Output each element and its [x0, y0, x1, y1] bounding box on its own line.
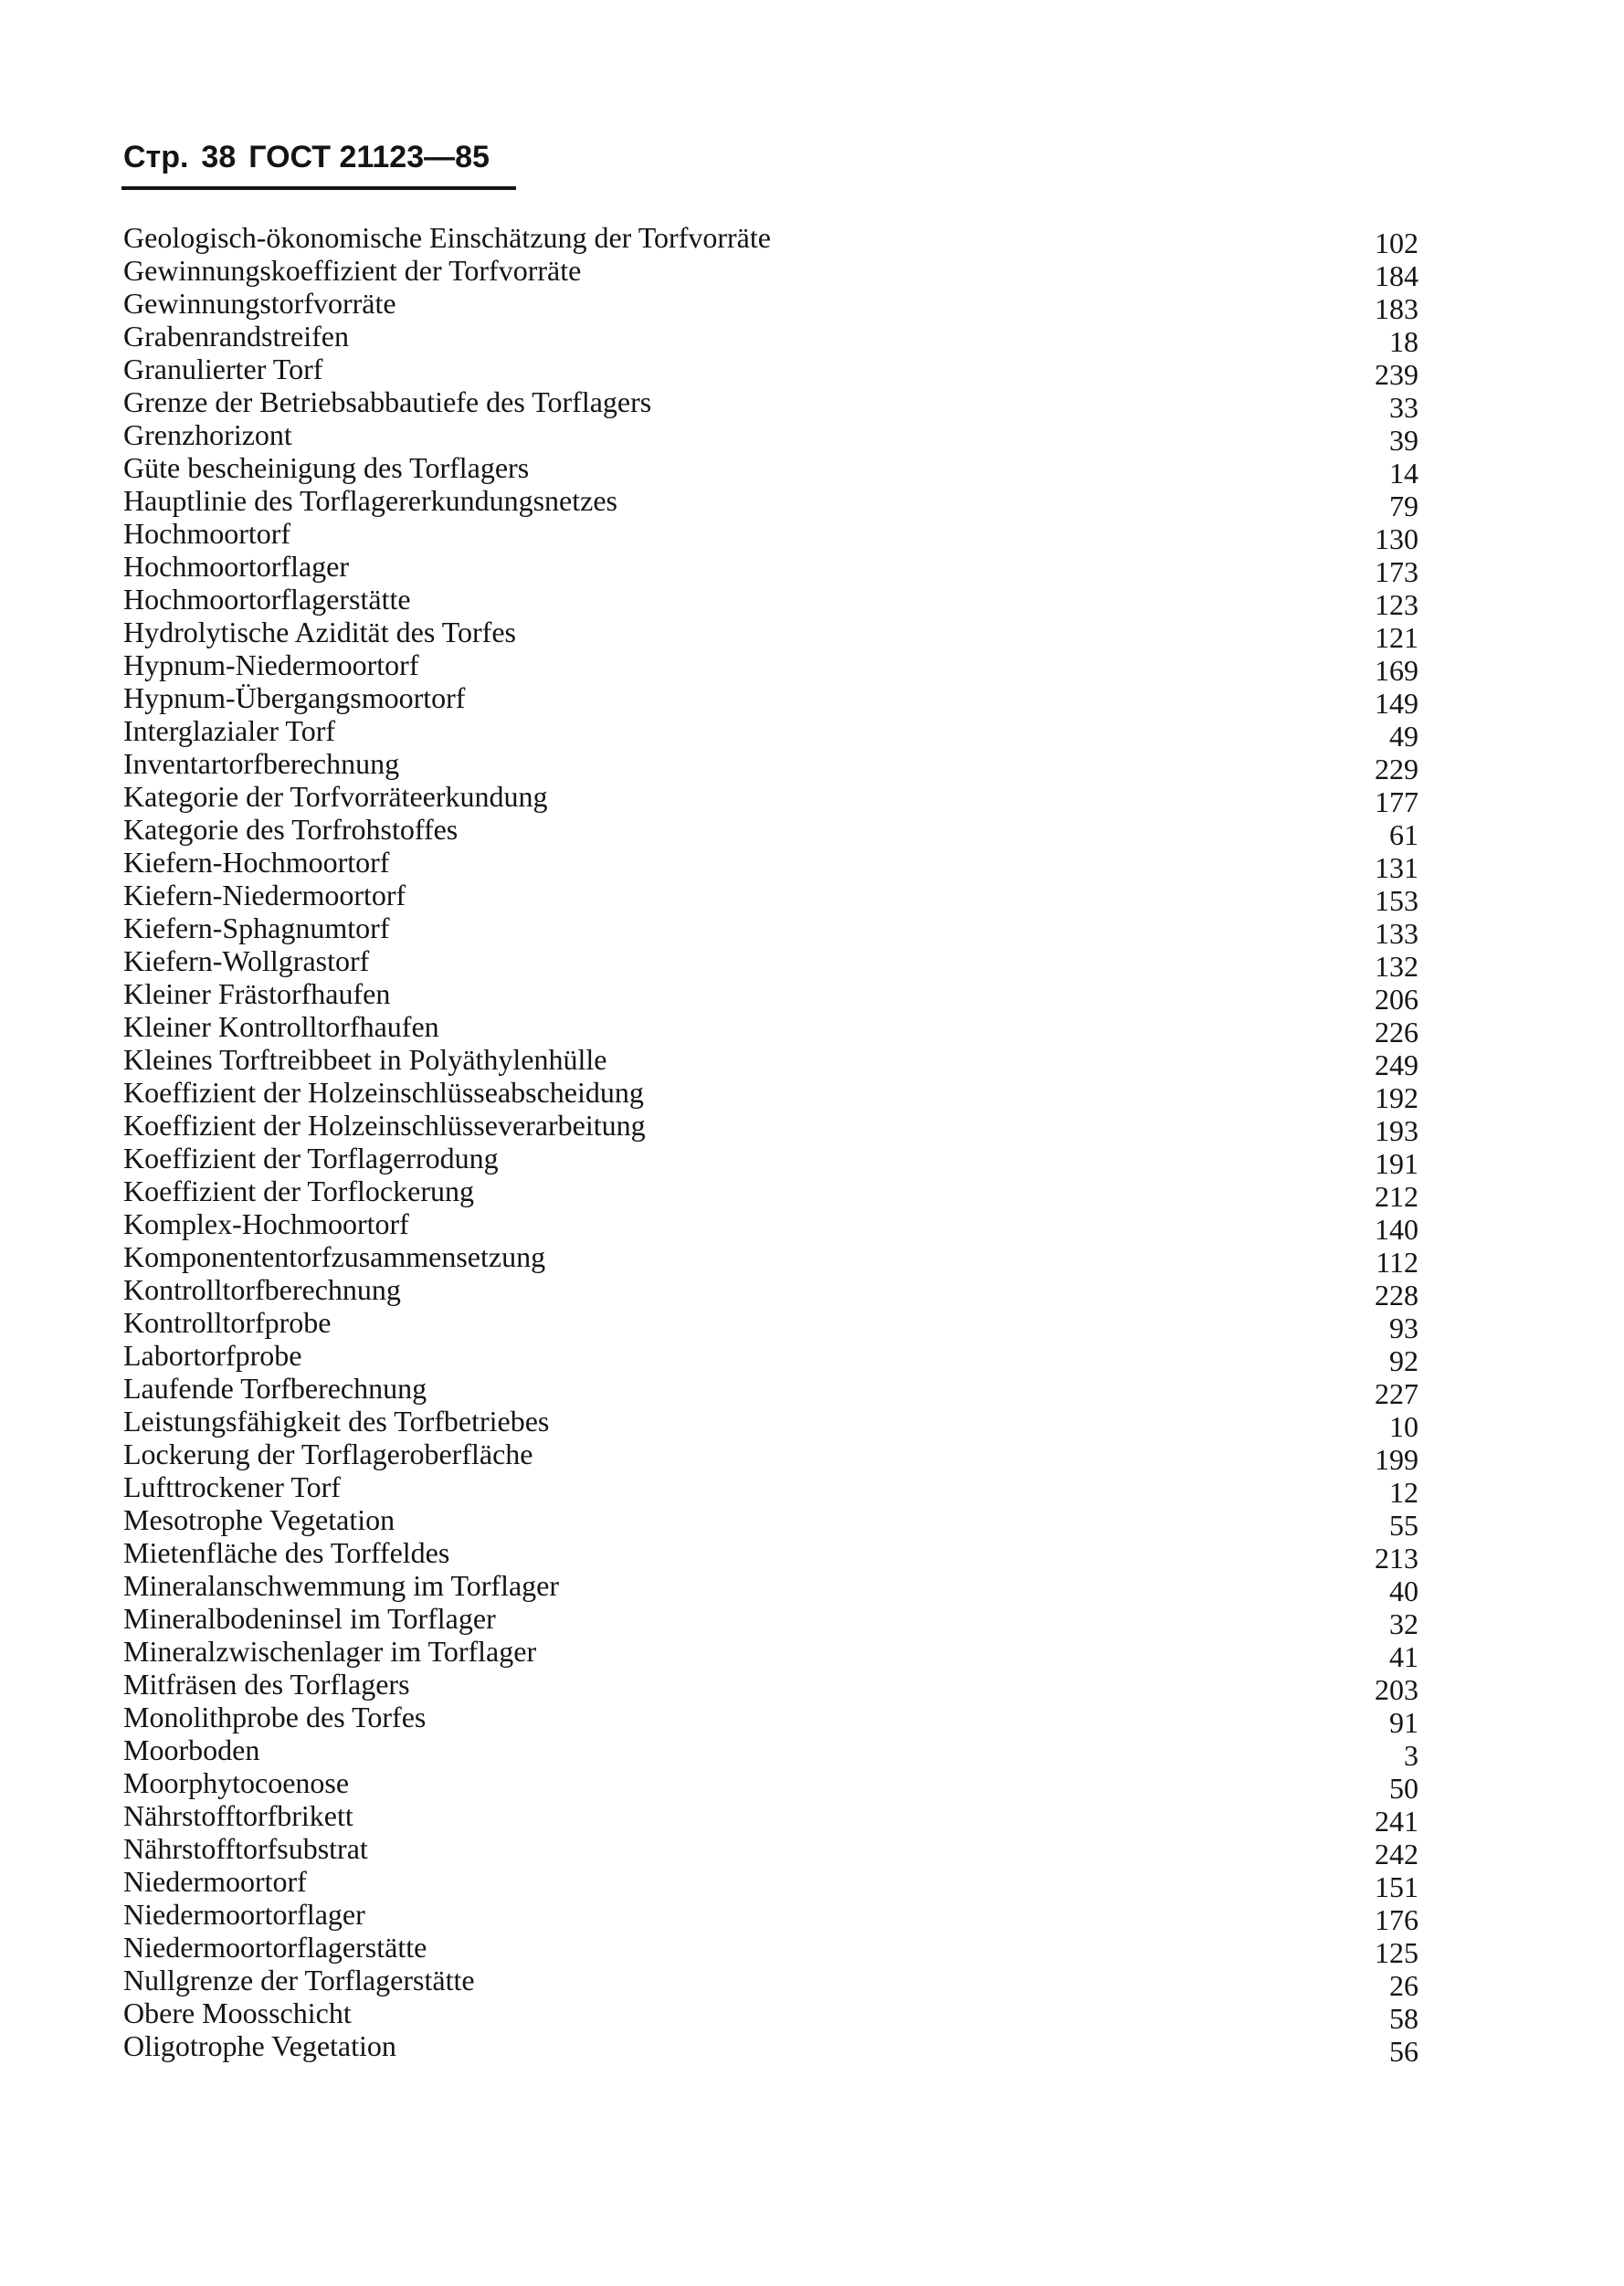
- index-entry: [123, 1602, 1420, 1640]
- index-page-number: 153: [1375, 884, 1418, 917]
- page-number: 38: [201, 140, 237, 174]
- index-entry: [123, 813, 1420, 851]
- index-term: Nullgrenze der Torflagerstätte: [123, 1964, 475, 1996]
- index-entry: [123, 1931, 1420, 1969]
- index-entry: [123, 2029, 1420, 2068]
- index-term: Grenzhorizont: [123, 418, 292, 451]
- index-page-number: 242: [1375, 1838, 1418, 1870]
- index-entry: [123, 353, 1420, 391]
- index-page-number: 3: [1404, 1739, 1418, 1772]
- index-page-number: 239: [1375, 358, 1418, 391]
- index-term: Interglazialer Torf: [123, 714, 336, 747]
- index-entry: [123, 1076, 1420, 1114]
- index-term: Leistungsfähigkeit des Torfbetriebes: [123, 1405, 550, 1438]
- index-page-number: 151: [1375, 1870, 1418, 1903]
- index-term: Mietenfläche des Torffeldes: [123, 1536, 450, 1569]
- index-page-number: 121: [1375, 621, 1418, 654]
- index-page-number: 61: [1389, 818, 1418, 851]
- index-page-number: 229: [1375, 753, 1418, 785]
- index-entry: [123, 385, 1420, 424]
- index-term: Hochmoortorflagerstätte: [123, 583, 411, 616]
- index-term: Kiefern-Niedermoortorf: [123, 879, 406, 911]
- index-term: Lufttrockener Torf: [123, 1470, 341, 1503]
- index-term: Mesotrophe Vegetation: [123, 1503, 395, 1536]
- index-entry: [123, 583, 1420, 621]
- index-entry: [123, 451, 1420, 490]
- index-term: Labortorfprobe: [123, 1339, 302, 1372]
- index-term: Granulierter Torf: [123, 353, 323, 385]
- index-page-number: 249: [1375, 1048, 1418, 1081]
- index-entry: [123, 1996, 1420, 2035]
- index-page-number: 32: [1389, 1607, 1418, 1640]
- index-page-number: 112: [1376, 1246, 1418, 1279]
- index-page-number: 228: [1375, 1279, 1418, 1312]
- index-term: Kiefern-Wollgrastorf: [123, 944, 370, 977]
- index-term: Hauptlinie des Torflagererkundungsnetzes: [123, 484, 617, 517]
- index-entry: [123, 418, 1420, 457]
- index-entry: [123, 1109, 1420, 1147]
- index-entry: [123, 1536, 1420, 1575]
- index-page-number: 58: [1389, 2002, 1418, 2035]
- index-term: Koeffizient der Holzeinschlüsseabscheidung: [123, 1076, 644, 1109]
- index-entry: [123, 1405, 1420, 1443]
- index-page-number: 49: [1389, 720, 1418, 753]
- index-entry: [123, 616, 1420, 654]
- index-entry: [123, 1470, 1420, 1509]
- index-term: Kategorie der Torfvorräteerkundung: [123, 780, 548, 813]
- index-page-number: 140: [1375, 1213, 1418, 1246]
- index-page-number: 183: [1375, 292, 1418, 325]
- index-term: Oligotrophe Vegetation: [123, 2029, 396, 2062]
- index-term: Hypnum-Niedermoortorf: [123, 648, 419, 681]
- index-term: Moorphytocoenose: [123, 1766, 350, 1799]
- index-page-number: 206: [1375, 983, 1418, 1016]
- index-entry: [123, 484, 1420, 522]
- index-page-number: 132: [1375, 950, 1418, 983]
- index-entry: [123, 1438, 1420, 1476]
- index-entry: [123, 1306, 1420, 1344]
- index-term: Hypnum-Übergangsmoortorf: [123, 681, 466, 714]
- index-page-number: 213: [1375, 1542, 1418, 1575]
- index-page-number: 26: [1389, 1969, 1418, 2002]
- index-page-number: 131: [1375, 851, 1418, 884]
- index-page-number: 184: [1375, 259, 1418, 292]
- index-term: Kiefern-Sphagnumtorf: [123, 911, 390, 944]
- index-page-number: 130: [1375, 522, 1418, 555]
- index-term: Hochmoortorf: [123, 517, 291, 550]
- index-page-number: 50: [1389, 1772, 1418, 1805]
- index-page-number: 18: [1389, 325, 1418, 358]
- index-page-number: 203: [1375, 1673, 1418, 1706]
- index-entry: [123, 221, 1420, 259]
- index-entry: [123, 879, 1420, 917]
- index-term: Kleines Torftreibbeet in Polyäthylenhülle: [123, 1043, 607, 1076]
- index-page-number: 133: [1375, 917, 1418, 950]
- index-entry: [123, 1339, 1420, 1377]
- index-entry: [123, 714, 1420, 753]
- index-term: Kleiner Frästorfhaufen: [123, 977, 391, 1010]
- index-entry: [123, 944, 1420, 983]
- index-term: Kleiner Kontrolltorfhaufen: [123, 1010, 439, 1043]
- index-term: Kiefern-Hochmoortorf: [123, 846, 390, 879]
- index-page-number: 41: [1389, 1640, 1418, 1673]
- page-label: Стр.: [123, 140, 189, 174]
- index-term: Mineralzwischenlager im Torflager: [123, 1635, 537, 1668]
- index-term: Moorboden: [123, 1733, 260, 1766]
- index-page-number: 241: [1375, 1805, 1418, 1838]
- index-entry: [123, 1010, 1420, 1048]
- index-entry: [123, 1142, 1420, 1180]
- index-term: Koeffizient der Holzeinschlüsseverarbeitung: [123, 1109, 646, 1142]
- index-entry: [123, 1733, 1420, 1772]
- index-entry: [123, 1799, 1420, 1838]
- index-page-number: 169: [1375, 654, 1418, 687]
- index-entry: [123, 1240, 1420, 1279]
- index-page-number: 79: [1389, 490, 1418, 522]
- index-entry: [123, 747, 1420, 785]
- index-term: Hydrolytische Azidität des Torfes: [123, 616, 516, 648]
- index-entry: [123, 254, 1420, 292]
- index-entry: [123, 681, 1420, 720]
- index-term: Komplex-Hochmoortorf: [123, 1207, 409, 1240]
- index-entry: [123, 1372, 1420, 1410]
- index-page-number: 102: [1375, 226, 1418, 259]
- index-term: Güte bescheinigung des Torflagers: [123, 451, 530, 484]
- index-entry: [123, 1635, 1420, 1673]
- index-term: Nährstofftorfsubstrat: [123, 1832, 368, 1865]
- index-page-number: 55: [1389, 1509, 1418, 1542]
- index-term: Niedermoortorf: [123, 1865, 307, 1898]
- index-entry: [123, 977, 1420, 1016]
- index-term: Monolithprobe des Torfes: [123, 1701, 427, 1733]
- index-entry: [123, 1043, 1420, 1081]
- index-page-number: 10: [1389, 1410, 1418, 1443]
- index-page-number: 92: [1389, 1344, 1418, 1377]
- index-page-number: 227: [1375, 1377, 1418, 1410]
- index-term: Kontrolltorfprobe: [123, 1306, 332, 1339]
- index-term: Koeffizient der Torflockerung: [123, 1175, 474, 1207]
- index-list: [123, 221, 1420, 2068]
- index-entry: [123, 1964, 1420, 2002]
- index-entry: [123, 550, 1420, 588]
- index-entry: [123, 846, 1420, 884]
- index-term: Nährstofftorfbrikett: [123, 1799, 353, 1832]
- index-page-number: 177: [1375, 785, 1418, 818]
- index-page-number: 149: [1375, 687, 1418, 720]
- index-term: Geologisch-ökonomische Einschätzung der Torfvorräte: [123, 221, 771, 254]
- index-page-number: 93: [1389, 1312, 1418, 1344]
- index-entry: [123, 780, 1420, 818]
- index-term: Lockerung der Torflageroberfläche: [123, 1438, 533, 1470]
- index-entry: [123, 1898, 1420, 1936]
- index-entry: [123, 1175, 1420, 1213]
- index-entry: [123, 1766, 1420, 1805]
- index-term: Hochmoortorflager: [123, 550, 350, 583]
- index-page-number: 199: [1375, 1443, 1418, 1476]
- index-entry: [123, 1865, 1420, 1903]
- index-page-number: 40: [1389, 1575, 1418, 1607]
- index-entry: [123, 1503, 1420, 1542]
- index-page-number: 212: [1375, 1180, 1418, 1213]
- standard-code: ГОСТ 21123—85: [248, 140, 490, 174]
- index-term: Laufende Torfberechnung: [123, 1372, 427, 1405]
- index-page-number: 176: [1375, 1903, 1418, 1936]
- index-term: Gewinnungskoeffizient der Torfvorräte: [123, 254, 582, 287]
- index-page-number: 125: [1375, 1936, 1418, 1969]
- index-page-number: 12: [1389, 1476, 1418, 1509]
- index-entry: [123, 1273, 1420, 1312]
- index-page-number: 39: [1389, 424, 1418, 457]
- index-term: Mitfräsen des Torflagers: [123, 1668, 410, 1701]
- index-page-number: 193: [1375, 1114, 1418, 1147]
- index-page-number: 14: [1389, 457, 1418, 490]
- index-term: Mineralanschwemmung im Torflager: [123, 1569, 560, 1602]
- index-term: Gewinnungstorfvorräte: [123, 287, 396, 320]
- index-entry: [123, 517, 1420, 555]
- index-term: Inventartorfberechnung: [123, 747, 400, 780]
- index-term: Grabenrandstreifen: [123, 320, 349, 353]
- index-entry: [123, 1207, 1420, 1246]
- index-term: Komponententorfzusammensetzung: [123, 1240, 546, 1273]
- index-page-number: 173: [1375, 555, 1418, 588]
- index-term: Niedermoortorflagerstätte: [123, 1931, 427, 1964]
- index-page-number: 123: [1375, 588, 1418, 621]
- index-page-number: 192: [1375, 1081, 1418, 1114]
- index-entry: [123, 1832, 1420, 1870]
- page-header: [123, 137, 516, 177]
- index-page-number: 56: [1389, 2035, 1418, 2068]
- index-entry: [123, 1668, 1420, 1706]
- index-term: Kontrolltorfberechnung: [123, 1273, 401, 1306]
- index-term: Grenze der Betriebsabbautiefe des Torflagers: [123, 385, 652, 418]
- index-entry: [123, 911, 1420, 950]
- index-term: Niedermoortorflager: [123, 1898, 365, 1931]
- index-entry: [123, 287, 1420, 325]
- index-term: Obere Moosschicht: [123, 1996, 352, 2029]
- index-entry: [123, 1701, 1420, 1739]
- index-term: Koeffizient der Torflagerrodung: [123, 1142, 499, 1175]
- index-entry: [123, 648, 1420, 687]
- index-entry: [123, 320, 1420, 358]
- index-page-number: 33: [1389, 391, 1418, 424]
- header-rule: [121, 186, 516, 190]
- index-term: Kategorie des Torfrohstoffes: [123, 813, 459, 846]
- index-page-number: 91: [1389, 1706, 1418, 1739]
- index-entry: [123, 1569, 1420, 1607]
- index-term: Mineralbodeninsel im Torflager: [123, 1602, 496, 1635]
- index-page-number: 191: [1375, 1147, 1418, 1180]
- index-page-number: 226: [1375, 1016, 1418, 1048]
